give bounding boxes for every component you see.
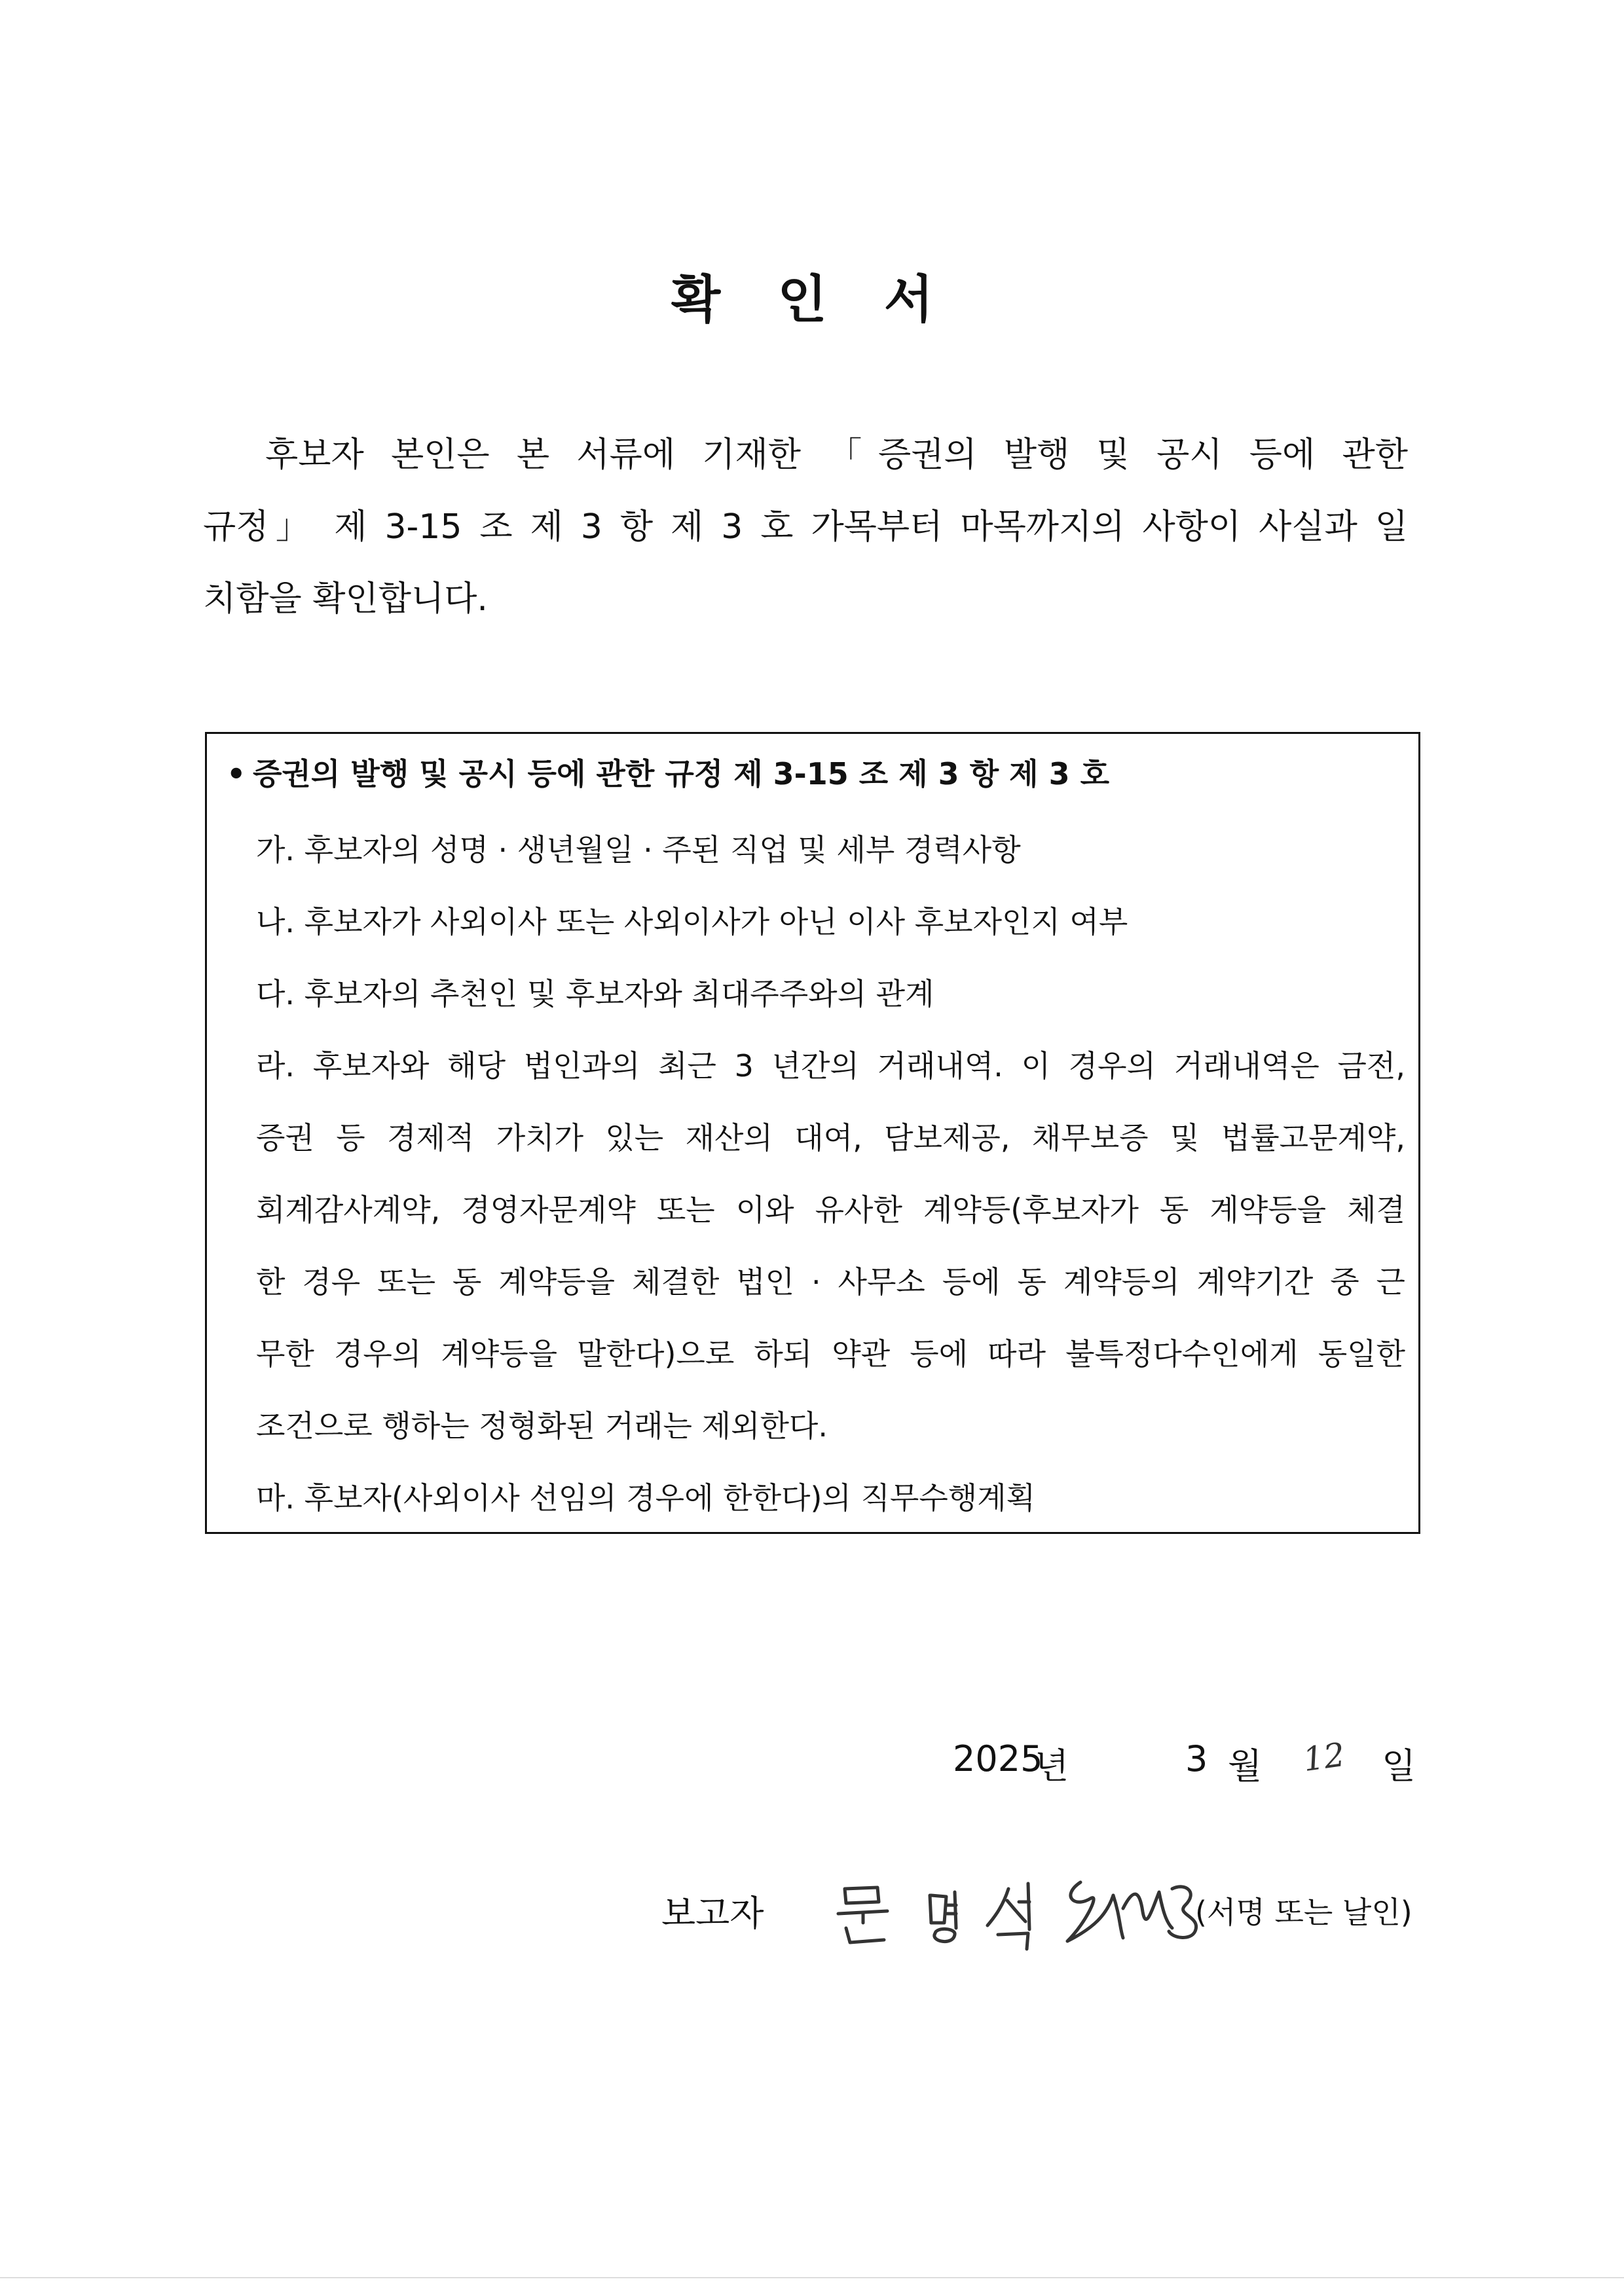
date-day-unit: 일	[1382, 1745, 1416, 1787]
item-ra-line-6: 조건으로 행하는 정형화된 거래는 제외한다.	[256, 1408, 828, 1444]
item-ra-line-1: 라. 후보자와 해당 법인과의 최근 3 년간의 거래내역. 이 경우의 거래내역은 금전,	[256, 1048, 1405, 1084]
bullet-icon: •	[227, 756, 246, 792]
date-month: 3	[1185, 1738, 1208, 1779]
intro-line-3: 치함을 확인합니다.	[203, 579, 488, 619]
item-na: 나. 후보자가 사외이사 또는 사외이사가 아닌 이사 후보자인지 여부	[256, 904, 1128, 939]
regulation-box	[205, 732, 1420, 1534]
regulation-heading-text: 증권의 발행 및 공시 등에 관한 규정 제 3-15 조 제 3 항 제 3 호	[253, 756, 1110, 792]
regulation-items	[256, 814, 1405, 1534]
date-year-unit: 년	[1035, 1745, 1069, 1787]
intro-line-2: 규정」 제 3-15 조 제 3 항 제 3 호 가목부터 마목까지의 사항이 사실과 일	[203, 507, 1408, 547]
sign-note: (서명 또는 날인)	[1195, 1895, 1412, 1930]
date-day-handwritten: 12	[1301, 1735, 1348, 1779]
item-ra-line-4: 한 경우 또는 동 계약등을 체결한 법인 · 사무소 등에 동 계약등의 계약기간 중 근	[256, 1264, 1405, 1300]
item-ra-line-3: 회계감사계약, 경영자문계약 또는 이와 유사한 계약등(후보자가 동 계약등을 체결	[256, 1192, 1405, 1228]
item-ra-line-5: 무한 경우의 계약등을 말한다)으로 하되 약관 등에 따라 불특정다수인에게 동일한	[256, 1336, 1405, 1372]
reporter-label: 보고자	[661, 1893, 764, 1934]
handwritten-signature	[832, 1869, 1251, 1954]
item-ga: 가. 후보자의 성명 · 생년월일 · 주된 직업 및 세부 경력사항	[256, 832, 1021, 867]
date-month-unit: 월	[1228, 1745, 1263, 1787]
item-ra-line-2: 증권 등 경제적 가치가 있는 재산의 대여, 담보제공, 채무보증 및 법률고문계약,	[256, 1120, 1405, 1156]
date-year: 2025	[953, 1738, 1043, 1779]
intro-paragraph	[203, 419, 1408, 635]
regulation-heading	[227, 750, 1109, 793]
item-da: 다. 후보자의 추천인 및 후보자와 최대주주와의 관계	[256, 976, 934, 1011]
intro-line-1: 후보자 본인은 본 서류에 기재한 「증권의 발행 및 공시 등에 관한	[265, 435, 1408, 475]
scan-edge-line	[0, 2277, 1624, 2278]
document-title: 확 인 서	[671, 270, 953, 329]
item-ma: 마. 후보자(사외이사 선임의 경우에 한한다)의 직무수행계획	[256, 1480, 1036, 1516]
